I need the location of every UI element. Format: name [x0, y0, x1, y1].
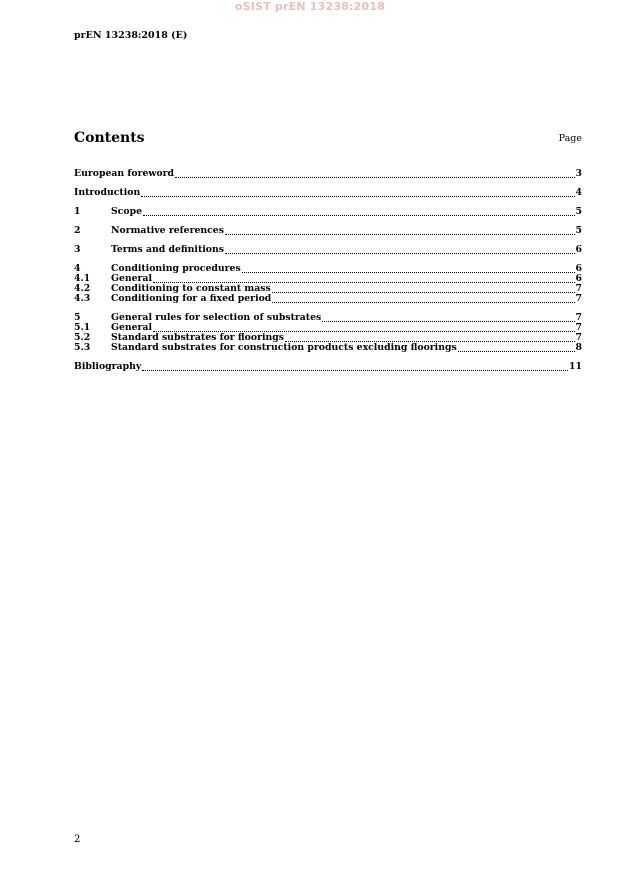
toc-entry-number: 4.1	[74, 273, 91, 284]
toc-entry-title: General rules for selection of substrates	[111, 312, 322, 323]
toc-entry-page: 7	[575, 312, 582, 323]
toc-entry-number: 3	[74, 244, 81, 255]
toc-entry-number: 1	[74, 206, 81, 217]
watermark: oSIST prEN 13238:2018	[234, 0, 386, 13]
toc-dot-leader	[458, 349, 575, 352]
document-id: prEN 13238:2018 (E)	[74, 30, 188, 41]
footer-page-number: 2	[74, 834, 81, 845]
toc-entry-number: 5.2	[74, 332, 91, 343]
toc-entry-title: Bibliography	[74, 361, 142, 372]
toc-entry-title: Conditioning procedures	[111, 263, 241, 274]
toc-entry-title: Conditioning to constant mass	[111, 283, 271, 294]
toc-dot-leader	[225, 232, 575, 235]
toc-entry-page: 5	[575, 225, 582, 236]
toc-dot-leader	[272, 300, 574, 303]
toc-entry-page: 4	[575, 187, 582, 198]
toc-entry[interactable]	[74, 188, 582, 198]
toc-entry-number: 4.3	[74, 293, 91, 304]
toc-dot-leader	[175, 175, 575, 178]
toc-entry-number: 2	[74, 225, 81, 236]
toc-entry[interactable]	[74, 245, 582, 255]
toc-entry-title: European foreword	[74, 168, 174, 179]
toc-dot-leader	[322, 319, 574, 322]
toc-entry-page: 7	[575, 322, 582, 333]
toc-entry-page: 6	[575, 273, 582, 284]
toc-dot-leader	[141, 194, 574, 197]
toc-entry[interactable]	[74, 362, 582, 372]
toc-entry-page: 7	[575, 332, 582, 343]
toc-entry-number: 5.3	[74, 342, 91, 353]
contents-heading: Contents	[74, 130, 145, 146]
toc-dot-leader	[225, 251, 575, 254]
toc-entry-number: 5.1	[74, 322, 91, 333]
toc-entry-title: Normative references	[111, 225, 224, 236]
toc-entry[interactable]	[74, 294, 582, 304]
toc-entry[interactable]	[74, 207, 582, 217]
toc-entry-page: 8	[575, 342, 582, 353]
table-of-contents	[74, 169, 582, 372]
toc-entry-title: Conditioning for a fixed period	[111, 293, 272, 304]
toc-entry-page: 6	[575, 244, 582, 255]
toc-entry-page: 6	[575, 263, 582, 274]
toc-entry-page: 11	[569, 361, 582, 372]
toc-dot-leader	[242, 270, 575, 273]
toc-entry-title: Terms and definitions	[111, 244, 224, 255]
toc-entry-title: Standard substrates for floorings	[111, 332, 284, 343]
toc-entry[interactable]	[74, 169, 582, 179]
toc-entry[interactable]	[74, 343, 582, 353]
toc-dot-leader	[143, 213, 575, 216]
toc-entry-number: 5	[74, 312, 81, 323]
toc-entry-title: Standard substrates for construction products excluding floorings	[111, 342, 457, 353]
toc-entry-number: 4	[74, 263, 81, 274]
toc-entry-title: Scope	[111, 206, 142, 217]
toc-entry[interactable]	[74, 226, 582, 236]
toc-entry-page: 7	[575, 293, 582, 304]
page-column-label: Page	[558, 133, 582, 144]
toc-entry-title: General	[111, 322, 152, 333]
toc-dot-leader	[272, 290, 575, 293]
toc-dot-leader	[142, 368, 568, 371]
toc-entry-title: General	[111, 273, 152, 284]
toc-entry-page: 3	[575, 168, 582, 179]
toc-entry-page: 7	[575, 283, 582, 294]
toc-entry-title: Introduction	[74, 187, 141, 198]
toc-entry-page: 5	[575, 206, 582, 217]
toc-entry-number: 4.2	[74, 283, 91, 294]
